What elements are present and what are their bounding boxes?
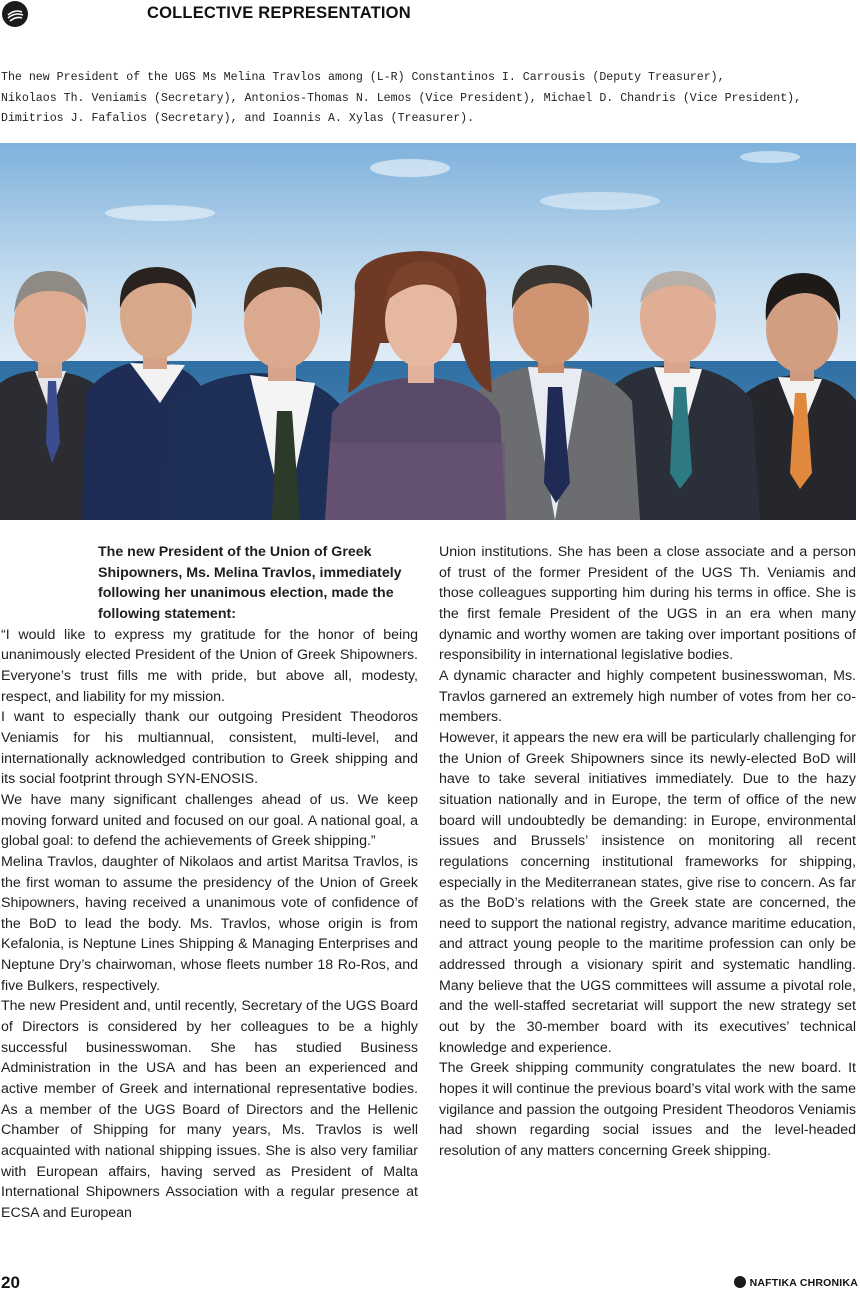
article-paragraph: Union institutions. She has been a close associate and a person of trust of the former President of the UGS Th. Veniamis and those colleagues supporting him during his terms in office. She is the first female President of the UGS in an era when many dynamic and worthy women are taking over important positions of responsibility in international legislative bodies. [439, 544, 856, 664]
article-intro: The new President of the Union of Greek Shipowners, Ms. Melina Travlos, immediately following her unanimous election, made the following statement: [98, 544, 402, 622]
brand-logo-icon [734, 1276, 746, 1288]
caption-line: The new President of the UGS Ms Melina Travlos among (L-R) Constantinos I. Carrousis (Deputy Treasurer), [1, 71, 725, 84]
caption-line: Dimitrios J. Fafalios (Secretary), and Ioannis A. Xylas (Treasurer). [1, 112, 475, 126]
article-column-left [1, 542, 418, 1224]
photo-caption [1, 68, 851, 130]
article-paragraph: However, it appears the new era will be particularly challenging for the Union of Greek Shipowners since its newly-elected BoD will have to take several initiatives immediately. Due to the hazy situation nationally and in Europe, the term of office of the new board will undoubtedly be demanding: in Europe, environmental issues and Brussels’ insistence on monitoring all recent regulations concerning institutional frameworks for shipping, especially in the Mediterranean states, give rise to concern. As far as the BoD’s relations with the Greek state are concerned, the need to support the national registry, advance maritime education, and attract young people to the maritime profession can only be addressed through a visionary spirit and systematic handling. Many believe that the UGS committees will assume a pivotal role, and the well-staffed secretariat will support the new strategy set out by the 30-member board with its executives’ technical knowledge and experience. [439, 729, 856, 1056]
caption-line: Nikolaos Th. Veniamis (Secretary), Antonios-Thomas N. Lemos (Vice President), Michael D. Chandris (Vice President), [1, 91, 802, 105]
article-paragraph: I want to especially thank our outgoing President Theodoros Veniamis for his multiannual, consistent, multi-level, and internationally acknowledged contribution to Greek shipping and its social footprint through SYN-ENOSIS. [1, 709, 418, 788]
article-paragraph: A dynamic character and highly competent businesswoman, Ms. Travlos garnered an extremely high number of votes from her co-members. [439, 667, 856, 726]
page-number: 20 [1, 1273, 20, 1292]
article-column-right [439, 542, 856, 1162]
article-paragraph: The new President and, until recently, Secretary of the UGS Board of Directors is considered by her colleagues to be a highly successful businesswoman. She has studied Business Administration in the USA and has been an experienced and active member of Greek and international representative bodies. As a member of the UGS Board of Directors and the Hellenic Chamber of Shipping for many years, Ms. Travlos is well acquainted with national shipping issues. She is also very familiar with European affairs, having served as President of Malta International Shipowners Association with a regular presence at ECSA and European [1, 998, 418, 1221]
article-paragraph: Melina Travlos, daughter of Nikolaos and artist Maritsa Travlos, is the first woman to assume the presidency of the Union of Greek Shipowners, having received a unanimous vote of confidence of the BoD to lead the body. Ms. Travlos, whose origin is from Kefalonia, is Neptune Lines Shipping & Managing Enterprises and Neptune Dry’s chairwoman, whose fleets number 18 Ro-Ros, and five Bulkers, respectively. [1, 853, 418, 994]
board-group-photo [0, 143, 856, 520]
brand-name: NAFTIKA CHRONIKA [749, 1277, 858, 1289]
section-title: COLLECTIVE REPRESENTATION [147, 4, 411, 22]
magazine-logo-icon [2, 1, 28, 27]
article-paragraph: We have many significant challenges ahead of us. We keep moving forward united and focused on our goal. A national goal, a global goal: to defend the achievements of Greek shipping.” [1, 791, 418, 850]
footer-brand [734, 1276, 858, 1289]
article-paragraph: “I would like to express my gratitude for the honor of being unanimously elected President of the Union of Greek Shipowners. Everyone’s trust fills me with pride, but above all, modesty, respect, and liability for my mission. [1, 626, 418, 705]
article-paragraph: The Greek shipping community congratulates the new board. It hopes it will continue the previous board’s vital work with the same vigilance and passion the outgoing President Theodoros Veniamis had shown regarding social issues and the level-headed resolution of any matters concerning Greek shipping. [439, 1060, 856, 1160]
